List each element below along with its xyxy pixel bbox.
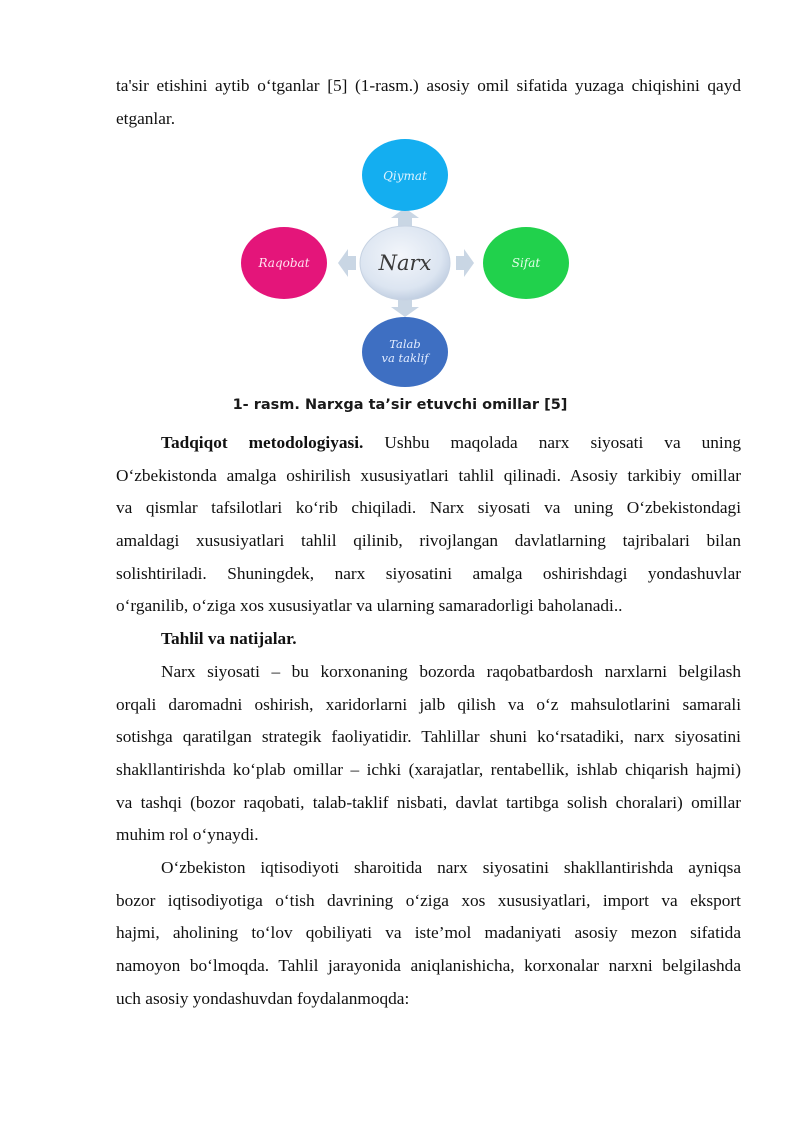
results-p2-line-1: O‘zbekiston iqtisodiyoti sharoitida narx siyosatini shakllantirishda ayniqsa (161, 858, 741, 877)
methodology-heading: Tadqiqot metodologiyasi. (161, 433, 364, 452)
node-raqobat-label: Raqobat (258, 256, 310, 270)
node-qiymat-label: Qiymat (383, 169, 427, 183)
results-p2-line-3: hajmi, aholining to‘lov qobiliyati va iste’mol madaniyati asosiy mezon sifatida (116, 923, 741, 943)
results-p1-line-5: va tashqi (bozor raqobati, talab-taklif nisbati, davlat tartibga solish choralari) omillar (116, 792, 741, 812)
results-p1-line-2: orqali daromadni oshirish, xaridorlarni jalb qilish va o‘z mahsulotlarini samarali (116, 694, 741, 714)
arrow-down-icon (391, 299, 419, 317)
results-p2-line-5: uch asosiy yondashuvdan foydalanmoqda: (116, 988, 410, 1008)
arrow-left-icon (338, 249, 356, 277)
results-p1-line-4: shakllantirishda ko‘plab omillar – ichki (xarajatlar, rentabellik, ishlab chiqarish hajmi) (116, 760, 741, 780)
arrow-right-icon (456, 249, 474, 277)
intro-line-2: etganlar. (116, 108, 176, 128)
node-taklif-label: va taklif (381, 351, 429, 365)
node-sifat-label: Sifat (511, 256, 541, 270)
results-p1-line-1: Narx siyosati – bu korxonaning bozorda raqobatbardosh narxlarni belgilash (161, 662, 741, 681)
intro-paragraph (116, 70, 741, 135)
methodology-line-2: O‘zbekistonda amalga oshirilish xususiyatlari tahlil qilinadi. Asosiy tarkibiy omillar (116, 465, 741, 485)
node-talab-label: Talab (389, 337, 421, 351)
results-heading-block (116, 623, 741, 656)
node-narx (360, 226, 450, 300)
methodology-paragraph (116, 427, 741, 623)
factors-diagram (236, 138, 576, 388)
figure-caption: 1- rasm. Narxga ta’sir etuvchi omillar [5] (232, 397, 568, 413)
methodology-line-1-text: Ushbu maqolada narx siyosati va uning (384, 433, 741, 452)
results-p1-line-3: sotishga qaratilgan strategik faoliyatidir. Tahlillar shuni ko‘rsatadiki, narx siyosatini (116, 727, 741, 747)
results-p2-line-4: namoyon bo‘lmoqda. Tahlil jarayonida aniqlanishicha, korxonalar narxni belgilashda (116, 956, 741, 976)
methodology-line-1 (116, 427, 741, 460)
node-qiymat (362, 139, 448, 211)
methodology-line-3: va qismlar tafsilotlari ko‘rib chiqiladi. Narx siyosati va uning O‘zbekistondagi (116, 498, 741, 518)
node-narx-label: Narx (378, 251, 432, 275)
intro-line-1: ta'sir etishini aytib o‘tganlar [5] (1-rasm.) asosiy omil sifatida yuzaga chiqishini qayd (116, 76, 741, 95)
results-p1-line-6: muhim rol o‘ynaydi. (116, 825, 259, 845)
node-talab-taklif (362, 317, 448, 387)
results-paragraph-1 (116, 656, 741, 852)
results-p2-line-2: bozor iqtisodiyotiga o‘tish davrining o‘ziga xos xususiyatlari, import va eksport (116, 890, 741, 910)
results-heading: Tahlil va natijalar. (161, 629, 297, 648)
methodology-line-4: amaldagi xususiyatlari tahlil qilinib, rivojlangan davlatlarning tajribalari bilan (116, 531, 741, 551)
methodology-line-5: solishtiriladi. Shuningdek, narx siyosatini amalga oshirishdagi yondashuvlar (116, 563, 741, 583)
methodology-line-6: o‘rganilib, o‘ziga xos xususiyatlar va ularning samaradorligi baholanadi.. (116, 596, 623, 616)
node-raqobat (241, 227, 327, 299)
node-sifat (483, 227, 569, 299)
results-paragraph-2 (116, 852, 741, 1015)
